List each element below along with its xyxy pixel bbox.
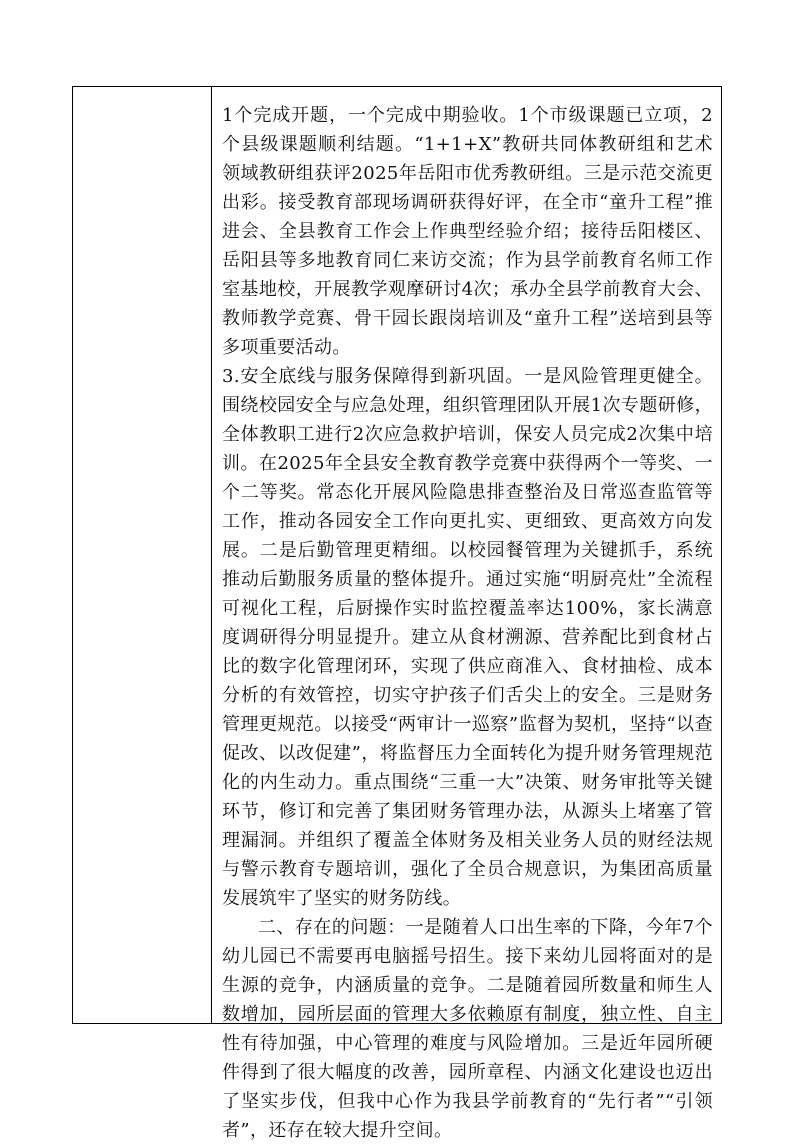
paragraph-safety-and-service: 3.安全底线与服务保障得到新巩固。一是风险管理更健全。围绕校园安全与应急处理，组织管理团队开展1次专题研修，全体教职工进行2次应急救护培训，保安人员完成2次集中培训。在2025年全县安全教育教学竞赛中获得两个一等奖、一个二等奖。常态化开展风险隐患排查整治及日常巡查监管等工作，推动各园安全工作向更扎实、更细致、更高效方向发展。二是后勤管理更精细。以校园餐管理为关键抓手，系统推动后勤服务质量的整体提升。通过实施“明厨亮灶”全流程可视化工程，后厨操作实时监控覆盖率达100%，家长满意度调研得分明显提升。建立从食材溯源、营养配比到食材占比的数字化管理闭环，实现了供应商准入、食材抽检、成本分析的有效管控，切实守护孩子们舌尖上的安全。三是财务管理更规范。以接受“两审计一巡察”监督为契机，坚持“以查促改、以改促建”，将监督压力全面转化为提升财务管理规范化的内生动力。重点围绕“三重一大”决策、财务审批等关键环节，修订和完善了集团财务管理办法，从源头上堵塞了管理漏洞。并组织了覆盖全体财务及相关业务人员的财经法规与警示教育专题培训，强化了全员合规意识，为集团高质量发展筑牢了坚实的财务防线。: [222, 366, 713, 909]
content-column-cell: [212, 87, 721, 1141]
form-table: [72, 86, 722, 1141]
paragraph-existing-problems: 二、存在的问题：一是随着人口出生率的下降，今年7个幼儿园已不需要再电脑摇号招生。接下来幼儿园将面对的是生源的竞争，内涵质量的竞争。二是随着园所数量和师生人数增加，园所层面的管理大多依赖原有制度，独立性、自主性有待加强，中心管理的难度与风险增加。三是近年园所硬件得到了很大幅度的改善，园所章程、内涵文化建设也迈出了坚实步伐，但我中心作为我县学前教育的“先行者”“引领者”，还存在较大提升空间。: [222, 917, 713, 1141]
label-column-cell: [73, 87, 212, 1023]
paragraph-work-summary-continued: 1个完成开题，一个完成中期验收。1个市级课题已立项，2个县级课题顺利结题。“1+1+X”教研共同体教研组和艺术领域教研组获评2025年岳阳市优秀教研组。三是示范交流更出彩。接受教育部现场调研获得好评，在全市“童升工程”推进会、全县教育工作会上作典型经验介绍；接待岳阳楼区、岳阳县等多地教育同仁来访交流；作为县学前教育名师工作室基地校，开展教学观摩研讨4次；承办全县学前教育大会、教师教学竞赛、骨干园长跟岗培训及“童升工程”送培到县等多项重要活动。: [222, 105, 713, 358]
